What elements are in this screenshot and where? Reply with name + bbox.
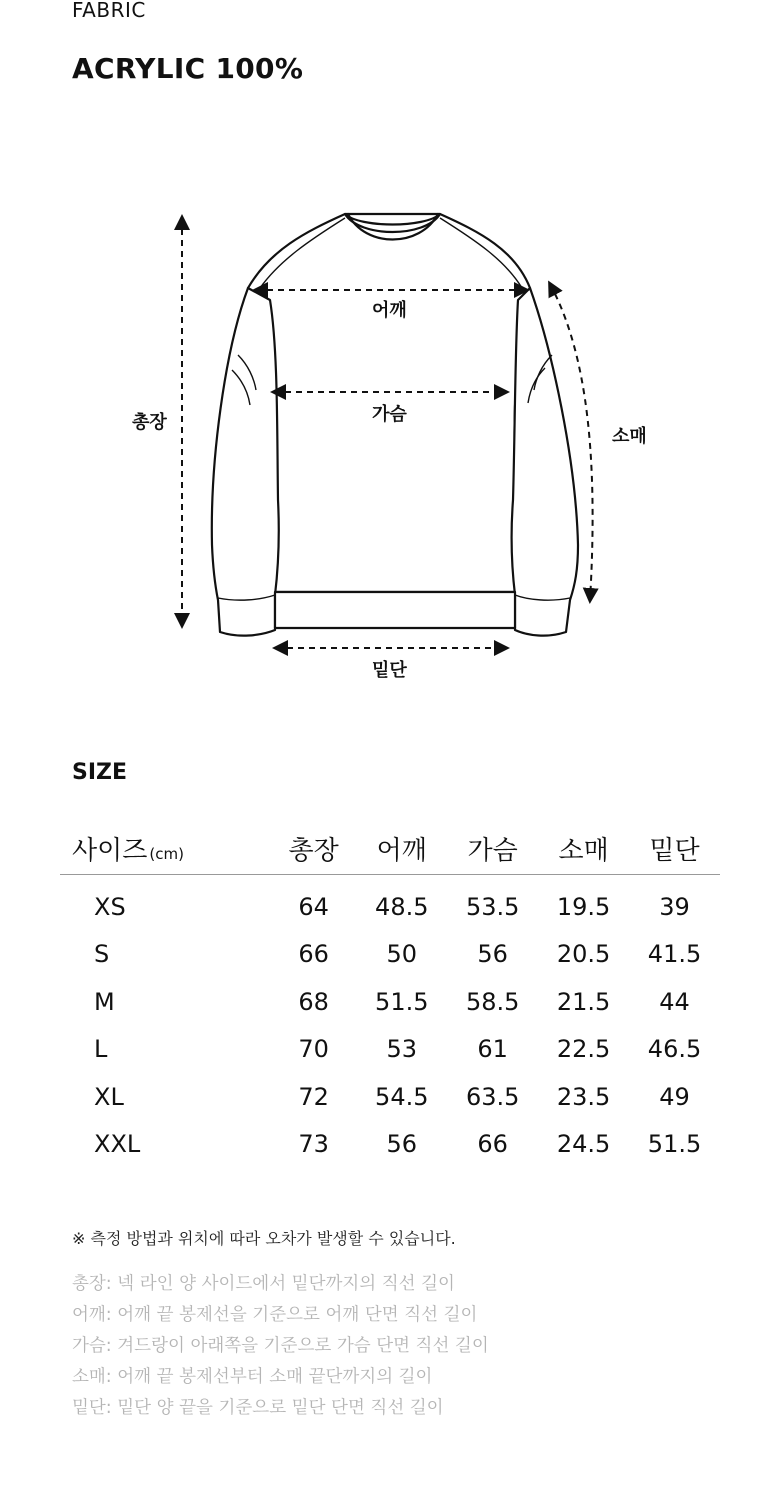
header-hem: 밑단 xyxy=(649,835,700,866)
table-row xyxy=(60,1121,720,1169)
guide-sleeve: 소매: 어깨 끝 봉제선부터 소매 끝단까지의 길이 xyxy=(72,1367,433,1387)
value-cell: 70 xyxy=(298,1035,329,1064)
guide-length: 총장: 넥 라인 양 사이드에서 밑단까지의 직선 길이 xyxy=(72,1274,455,1294)
value-cell: 56 xyxy=(477,940,508,969)
table-row xyxy=(60,1026,720,1074)
value-cell: 50 xyxy=(386,940,418,969)
value-cell: 44 xyxy=(659,987,690,1016)
value-cell: 49 xyxy=(659,1082,690,1111)
value-cell: 46.5 xyxy=(647,1035,702,1064)
table-row xyxy=(60,875,720,931)
value-cell: 24.5 xyxy=(556,1130,611,1159)
hem-label: 밑단 xyxy=(372,660,407,681)
value-cell: 51.5 xyxy=(375,987,429,1016)
sweater-illustration xyxy=(120,200,680,690)
value-cell: 23.5 xyxy=(556,1082,611,1111)
chest-label: 가슴 xyxy=(372,404,407,425)
value-cell: 58.5 xyxy=(465,987,520,1016)
size-cell: XL xyxy=(94,1082,124,1111)
table-row xyxy=(60,1073,720,1121)
size-cell: XXL xyxy=(94,1130,141,1159)
size-cell: L xyxy=(94,1035,108,1064)
right-sleeve-outline xyxy=(512,288,578,636)
header-chest: 가슴 xyxy=(467,835,518,866)
header-length: 총장 xyxy=(288,835,339,866)
header-sleeve: 소매 xyxy=(558,835,609,866)
value-cell: 39 xyxy=(659,892,690,921)
fabric-heading: FABRIC xyxy=(72,0,146,22)
value-cell: 21.5 xyxy=(556,987,611,1016)
size-chart-table xyxy=(60,822,720,1168)
size-cell: XS xyxy=(94,892,126,921)
value-cell: 53.5 xyxy=(465,892,520,921)
length-label: 총장 xyxy=(132,412,167,433)
value-cell: 73 xyxy=(298,1130,329,1159)
value-cell: 56 xyxy=(386,1130,418,1159)
value-cell: 53 xyxy=(386,1035,418,1064)
value-cell: 48.5 xyxy=(375,892,429,921)
value-cell: 19.5 xyxy=(556,892,611,921)
shoulder-label: 어깨 xyxy=(372,300,407,321)
value-cell: 63.5 xyxy=(465,1082,520,1111)
header-size xyxy=(60,822,271,875)
value-cell: 66 xyxy=(298,940,329,969)
guide-shoulder: 어깨: 어깨 끝 봉제선을 기준으로 어깨 단면 직선 길이 xyxy=(72,1305,478,1325)
value-cell: 41.5 xyxy=(647,940,702,969)
value-cell: 66 xyxy=(477,1130,508,1159)
header-size-label: 사이즈 xyxy=(72,835,148,866)
value-cell: 61 xyxy=(477,1035,508,1064)
value-cell: 64 xyxy=(298,892,329,921)
guide-chest: 가슴: 겨드랑이 아래쪽을 기준으로 가슴 단면 직선 길이 xyxy=(72,1336,489,1356)
left-sleeve-outline xyxy=(212,288,279,636)
table-header-row xyxy=(60,822,720,875)
sleeve-label: 소매 xyxy=(612,426,647,447)
value-cell: 51.5 xyxy=(647,1130,702,1159)
hem-band xyxy=(275,592,515,628)
value-cell: 20.5 xyxy=(556,940,611,969)
size-cell: S xyxy=(94,940,110,969)
value-cell: 54.5 xyxy=(375,1082,429,1111)
sweater-measurement-diagram xyxy=(120,200,680,690)
fabric-composition: ACRYLIC 100% xyxy=(72,52,304,85)
size-heading: SIZE xyxy=(72,760,128,785)
header-shoulder: 어깨 xyxy=(376,835,427,866)
guide-hem: 밑단: 밑단 양 끝을 기준으로 밑단 단면 직선 길이 xyxy=(72,1398,444,1418)
table-row xyxy=(60,931,720,979)
size-cell: M xyxy=(94,987,115,1016)
measurement-disclaimer: ※ 측정 방법과 위치에 따라 오차가 발생할 수 있습니다. xyxy=(72,1229,456,1248)
header-unit: (cm) xyxy=(149,844,184,863)
value-cell: 22.5 xyxy=(556,1035,611,1064)
table-row xyxy=(60,978,720,1026)
value-cell: 68 xyxy=(298,987,329,1016)
value-cell: 72 xyxy=(298,1082,329,1111)
